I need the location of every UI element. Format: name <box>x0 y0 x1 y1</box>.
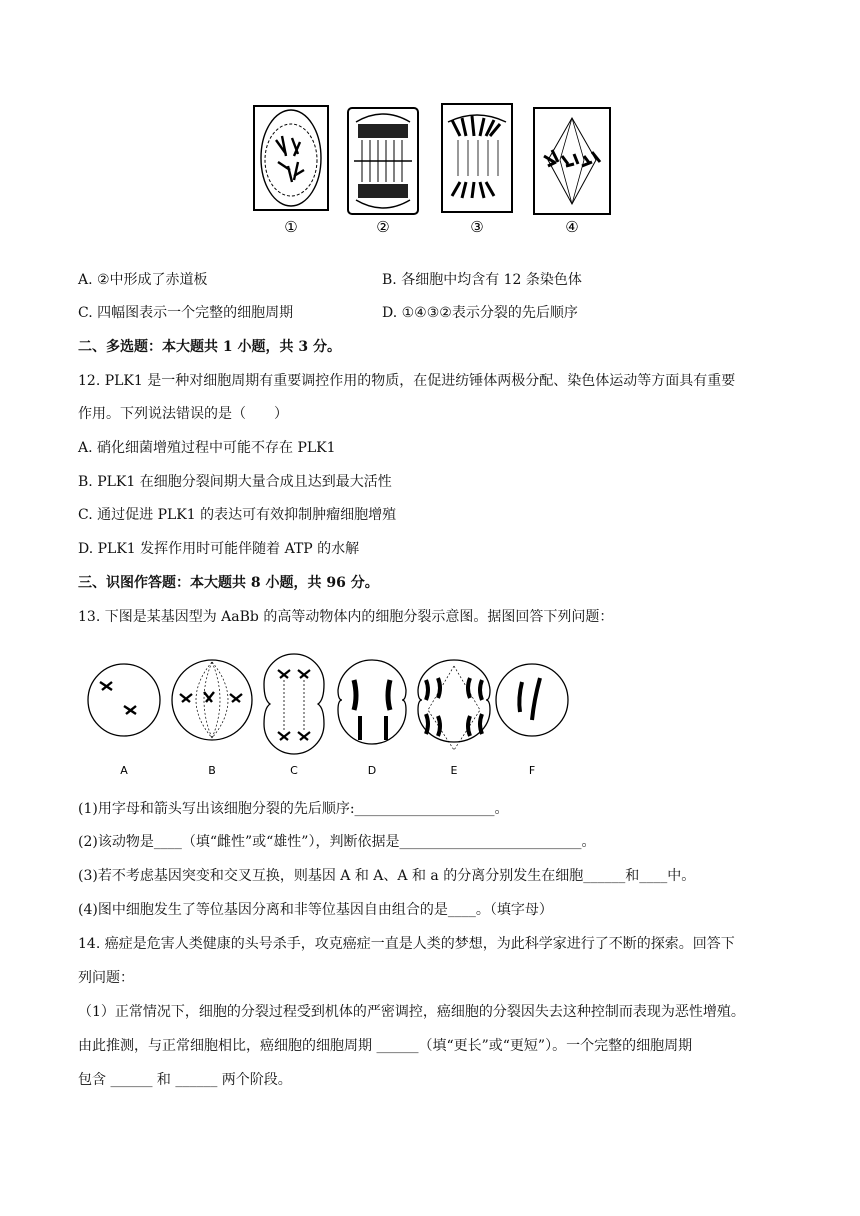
q11-option-b: B. 各细胞中均含有 12 条染色体 <box>382 272 582 288</box>
cell-diagram-1 <box>254 106 328 210</box>
q11-option-a: A. ②中形成了赤道板 <box>78 272 208 288</box>
q13-sub2: (2)该动物是____（填“雌性”或“雄性”），判断依据是__________________________。 <box>78 834 596 850</box>
q13-sub3: (3)若不考虑基因突变和交叉互换，则基因 A 和 A、A 和 a 的分离分别发生在细胞______和____中。 <box>78 868 696 884</box>
cell-a <box>88 664 160 736</box>
cell-division-figure-2 <box>84 640 584 782</box>
figure2-label-b: B <box>208 764 216 777</box>
q14-sub1-line1: （1）正常情况下，细胞的分裂过程受到机体的严密调控，癌细胞的分裂因失去这种控制而表现为恶性增殖。 <box>78 1004 745 1020</box>
figure2-label-f: F <box>528 764 536 777</box>
figure2-label-a: A <box>120 764 128 777</box>
cell-d <box>338 660 406 744</box>
cell-f <box>496 664 568 736</box>
figure1-label-1: ① <box>284 218 298 236</box>
figure2-label-e: E <box>450 764 458 777</box>
figure1-label-2: ② <box>376 218 390 236</box>
q12-option-c: C. 通过促进 PLK1 的表达可有效抑制肿瘤细胞增殖 <box>78 507 397 523</box>
figure1-label-4: ④ <box>565 218 579 236</box>
q13-sub1: (1)用字母和箭头写出该细胞分裂的先后顺序:____________________。 <box>78 801 509 817</box>
q13-sub4: (4)图中细胞发生了等位基因分离和非等位基因自由组合的是____。（填字母） <box>78 902 553 918</box>
section2-heading: 二、多选题：本大题共 1 小题，共 3 分。 <box>78 339 341 355</box>
q12-stem-line1: 12. PLK1 是一种对细胞周期有重要调控作用的物质，在促进纺锤体两极分配、染色体运动等方面具有重要 <box>78 373 736 389</box>
figure2-label-d: D <box>367 764 377 777</box>
q12-option-a: A. 硝化细菌增殖过程中可能不存在 PLK1 <box>78 440 336 456</box>
q12-option-b: B. PLK1 在细胞分裂间期大量合成且达到最大活性 <box>78 474 392 490</box>
q12-option-d: D. PLK1 发挥作用时可能伴随着 ATP 的水解 <box>78 541 360 557</box>
q11-option-d: D. ①④③②表示分裂的先后顺序 <box>382 305 578 321</box>
cell-e <box>418 660 490 750</box>
cell-b <box>172 660 252 740</box>
q14-sub1-line2: 由此推测，与正常细胞相比，癌细胞的细胞周期 ______（填“更长”或“更短”）。一个完整的细胞周期 <box>78 1038 693 1054</box>
cell-diagram-2 <box>348 108 418 214</box>
cell-diagram-4 <box>534 108 610 214</box>
cell-c <box>264 654 324 754</box>
figure1-label-3: ③ <box>470 218 484 236</box>
q11-option-c: C. 四幅图表示一个完整的细胞周期 <box>78 305 294 321</box>
mitosis-figure-1 <box>248 100 624 240</box>
q14-stem-line1: 14. 癌症是危害人类健康的头号杀手，攻克癌症一直是人类的梦想，为此科学家进行了不断的探索。回答下 <box>78 936 735 952</box>
q13-stem: 13. 下图是某基因型为 AaBb 的高等动物体内的细胞分裂示意图。据图回答下列问题： <box>78 609 614 625</box>
section3-heading: 三、识图作答题：本大题共 8 小题，共 96 分。 <box>78 575 379 591</box>
q14-sub1-line3: 包含 ______ 和 ______ 两个阶段。 <box>78 1072 292 1088</box>
q12-stem-line2: 作用。下列说法错误的是（ ） <box>78 406 288 422</box>
cell-diagram-3 <box>442 104 512 212</box>
q14-stem-line2: 列问题： <box>78 970 134 986</box>
figure2-label-c: C <box>290 764 298 777</box>
